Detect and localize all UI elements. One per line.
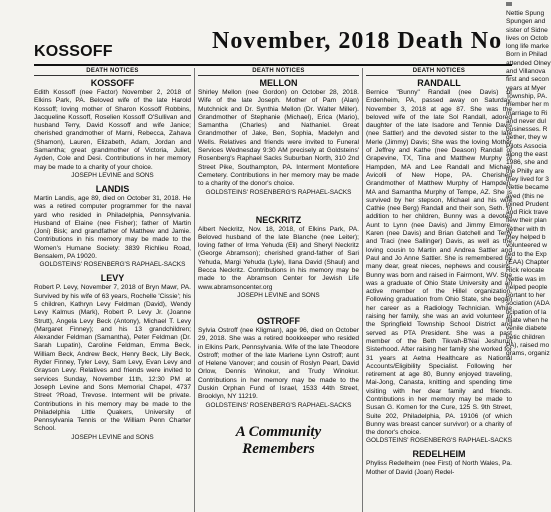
clipped-line: portant to her (506, 292, 546, 300)
column-2 (198, 68, 359, 512)
clipped-line: Pilots Associa (506, 142, 547, 150)
clipped-line: and never dul (506, 117, 546, 125)
clipped-line: venile diabete (506, 325, 547, 333)
obituary-name: NECKRITZ (255, 214, 302, 225)
clipped-line: Rick relocate (506, 267, 545, 275)
obituary-name: KOSSOFF (90, 78, 135, 88)
clipped-line: years at Myer (506, 84, 546, 92)
funeral-home: JOSEPH LEVINE and SONS (71, 171, 154, 179)
obituary-text: Edith Kossoff (nee Factor) November 2, 2018 of Elkins Park, PA. Beloved wife of the late Harold Kossoff; loving mother of Sharon Kossoff Robbins, Jacqueline Kossoff, Roselien Kossoff O'Sullivan and husband Terry, David Kossoff and wife Janice; cherished grandmother of Marni, Rebecca, Zahava (Shamon), Lauren, Elizabeth, Adam, Jordan and Samantha; great grandmother of Victoria, Juliet, Ayden, Cole and Desi. Contributions in her memory may be made to a charity of your choice. (34, 89, 191, 171)
clipped-line: joined Prudent (506, 200, 549, 208)
funeral-home: GOLDSTEINS' ROSENBERG'S RAPHAEL-SACKS (39, 261, 186, 269)
obituary-text: Martin Landis, age 89, died on October 31, 2018. He was a retired computer programmer for the naval yard who resided in Philadelphia, Pennsylvania. Husband of Elaine (nee Fisher); father of Martin (Joni) Bisk; and grandfather of Matthew and Jamie. Contributions in his memory may be made to the Women's Humane Society: 3839 Richlieu Road, Bensalem, PA 19020. (34, 194, 191, 261)
obituary-name: OSTROFF (257, 315, 300, 326)
clipped-line: flew their plan (506, 217, 547, 225)
clipped-line: gether with th (506, 225, 546, 233)
clipped-line: Born in Philad (506, 51, 548, 59)
clipped-line: 1986, she and (506, 159, 548, 167)
clipped-line: member her m (506, 101, 549, 109)
column-1 (34, 68, 191, 512)
clipped-line: helped people (506, 283, 548, 291)
clipped-line: they helped b (506, 234, 546, 242)
clipped-line: ticipation of la (506, 308, 547, 316)
clipped-line: businesses. R (506, 126, 548, 134)
obituary-text: Albert Neckritz, Nov. 18, 2018, of Elkins Park, PA. Beloved husband of the late Blanche (nee Leiter); loving father of Irma Yehuda (Eli) and Sheryl Neckritz (George Abramson); cherished grand-father of Sari Yehuda, Margi Yehuda (Lyle), Ilana David (Shaul) and Becca Neckritz. Contributions in his memory may be made to the Abramson Center for Jewish Life www.abramsoncenter.org (198, 225, 359, 291)
obituary-name: REDELHEIM (412, 449, 466, 460)
obituary-photo (506, 2, 512, 6)
clipped-line: ted to the Exp (506, 250, 547, 258)
header-surname: KOSSOFF (34, 43, 113, 60)
obituary-name: LEVY (100, 273, 125, 284)
obituary-randall (366, 78, 512, 445)
funeral-home: GOLDSTEINS' ROSENBERG'S RAPHAEL-SACKS (366, 437, 512, 445)
clipped-line: PA), raised mo (506, 341, 550, 349)
section-label: DEATH NOTICES (34, 68, 191, 76)
clipped-line: long life marke (506, 43, 549, 51)
clipped-line: Nettie was im (506, 275, 546, 283)
clipped-line: Township, PA. (506, 92, 548, 100)
clipped-line: marriage to Ri (506, 109, 548, 117)
clipped-line: ayed (this ne (506, 192, 544, 200)
column-3 (366, 68, 512, 512)
clipped-line: and Villanova (506, 68, 546, 76)
obituary-kossoff (34, 78, 191, 180)
obituary-text: Robert P. Levy, November 7, 2018 of Bryn Mawr, PA. Survived by his wife of 63 years, Rochelle 'Cissie'; his 5 children, Kathryn Levy Feldman (David), Wendy Levy Kalmus (Mark), Robert P. Levy Jr. (Joanne Strutt), Angela Levy Beck (Antony), Michael T. Levy (Margaret Finney); and his 13 grandchildren; Alexander Feldman (Samantha), Peter Feldman (Dr. Sarah Lupatin), Caroline Feldman, Emma Beck, William Beck, Andrew Beck, Henry Beck, Lily Beck, Ryder Finney, Tyler Levy, Sam Levy, Evan Levy and Grayson Levy. Relatives and friends were invited to services Sunday, November 11th, 12:30 PM at Joseph Levine and Sons Memorial Chapel, 4737 Street ?Road, Trevose. Interment will be private. Contributions in his memory may be made to the Philadelphia Little Quakers, University of Pennsylvania Tennis or the William Penn Charter School. (34, 284, 191, 433)
clipped-line: first and secon (506, 76, 549, 84)
clipped-line: sociation (ADA (506, 300, 550, 308)
clipped-line: sister of Sidne (506, 26, 548, 34)
clipped-line: grams, organiz (506, 350, 550, 358)
obituary-name: RANDALL (417, 78, 461, 88)
obituary-text: Shirley Mellon (nee Gordon) on October 28, 2018. Wife of the late Joseph. Mother of Pam (Alan) Mutchnick and Dr. Synthia Mellon (Dr. Walter Miller). Grandmother of Stephanie (Michael), Erica (Mario), Samantha (Charles) and Nathaniel. Great Grandmother of Jake, Ben, Sophia, Madelyn and Wells. Relatives and friends were invited to Funeral Services Wednesday 9:30 AM precisely at Goldsteins' Rosenberg's Raphael Sacks Suburban North, 310 2nd Street Pike, Southampton, PA. Interment Montefiore Cemetery. Contributions in her memory may be made to a charity of the donor's choice. (198, 89, 359, 188)
funeral-home: GOLDSTEINS' ROSENBERG'S RAPHAEL-SACKS (205, 401, 352, 409)
clipped-line: they lived for 3 (506, 175, 549, 183)
obituary-text: Sylvia Ostroff (nee Kligman), age 96, died on October 29, 2018. She was a retired bookkeeper who resided in Elkins Park, Pennsylvania. Wife of the late Theodore Ostroff; mother of the late Marlene Lynn Ostroff; aunt of Helene Vanover; and cousin of Roslyn Pearl, David Orlow, Dennis Winokur, and Trudy Winokur. Contributions in her memory may be made to the Duskin Orphan Fund of Israel, 1533 44th Street, Brooklyn, NY 11219. (198, 326, 359, 401)
page-title: November, 2018 Death No (212, 28, 503, 54)
clipped-line: Nettie became (506, 184, 549, 192)
column-divider (194, 68, 195, 512)
clipped-line: the Philly are (506, 167, 545, 175)
clipped-line: (EAA) Chapter (506, 258, 549, 266)
column-divider (362, 68, 363, 512)
clipped-line: filiate when he (506, 316, 549, 324)
clipped-line: Nettie Spung (506, 10, 545, 17)
obituary-name: MELLON (259, 78, 298, 88)
clipped-line: along the east (506, 151, 548, 159)
obituary-neckritz (198, 215, 359, 300)
header-rule (34, 64, 512, 66)
obituary-mellon (198, 78, 359, 197)
obituary-name: LANDIS (95, 183, 130, 194)
obituary-ostroff (198, 316, 359, 410)
clipped-line: volunteered w (506, 242, 548, 250)
obituary-redelheim (366, 449, 512, 477)
funeral-home: GOLDSTEINS' ROSENBERG'S RAPHAEL-SACKS (205, 188, 352, 196)
feature-heading: A Community Remembers (235, 423, 322, 457)
funeral-home: JOSEPH LEVINE and SONS (237, 291, 320, 299)
clipped-line: betic children (506, 333, 545, 341)
clipped-line: gether, they w (506, 134, 548, 142)
obituary-text: Phyliss Redelheim (nee First) of North Wales, Pa. Mother of David (Joan) Redel- (366, 460, 512, 476)
section-label: DEATH NOTICES (198, 68, 359, 76)
obituary-landis (34, 184, 191, 269)
obituary-text: Bernice "Bunny" Randall (nee Davis) of Erdenheim, PA, passed away on Saturday, November 3, 2018 at age 87. She was the beloved wife of the late Sol Randall, adored daughter of the late Isadore and Tennie Davis (nee Sattler) and the devoted sister to the late Merle (Jimmy) Davis; She was the loving Mother of Jeffrey and Kathe (nee Deason) Randall of Grapevine, TX, Tina and Matthew Murphy of Hampden, MA and Lee Randall and Michael Avicolli of New Hope, PA. Cherished Grandmother of Matthew Murphy of Hampden, MA and Samantha Murphy of Tempe, AZ. She is survived by her stepson, Michael and his wife Cathie (nee Berg) Randall and their son, Seth. In addition to her children, Bunny was a devoted Aunt to Lynn (nee Davis) and Jimmy Elmore, Karen (nee Davis) and Brian Gatchell and Terry and Traci (nee Sallinger) Davis, as well as the loving cousin to Martin and Andrea Sattler and Paul and Jo Anne Sattler. She is remembered by many dear, great nieces, nephews and cousins. Bunny was born and raised in Fairmont, WV. She was a graduate of Ohio State University and an active member of the Hillel organization. Following graduation from Ohio State, she began her career as a Radiology Technician. While raising her family, she was an avid volunteer in the Springfield Township School District and served as PTA President. She was a past member of the Beth Tikvah-B'Nai Jeshurun Sisterhood. After raising her family she worked for 31 years at Aetna Healthcare as National Accounts/Eligibility Specialist. Following her retirement at age 80, Bunny enjoyed traveling, Mai-Jong, Canasta, knitting and spending time visiting with her dear family and friends. Contributions in her memory may be made to Susan G. Komen for the Cure, 125 S. 9th Street, Suite 202, Philadelphia, PA. 19106 (of which Bunny was breast cancer survivor) or a charity of the donor's choice. (366, 89, 512, 437)
clipped-column-text (506, 10, 551, 358)
funeral-home: JOSEPH LEVINE and SONS (71, 433, 154, 441)
clipped-line: lives on Octob (506, 34, 548, 42)
section-label: DEATH NOTICES (366, 68, 512, 76)
obituary-levy (34, 273, 191, 441)
clipped-line: attended Olney (506, 59, 551, 67)
clipped-line: Spungen and (506, 18, 546, 26)
clipped-line: and Rick trave (506, 209, 549, 217)
